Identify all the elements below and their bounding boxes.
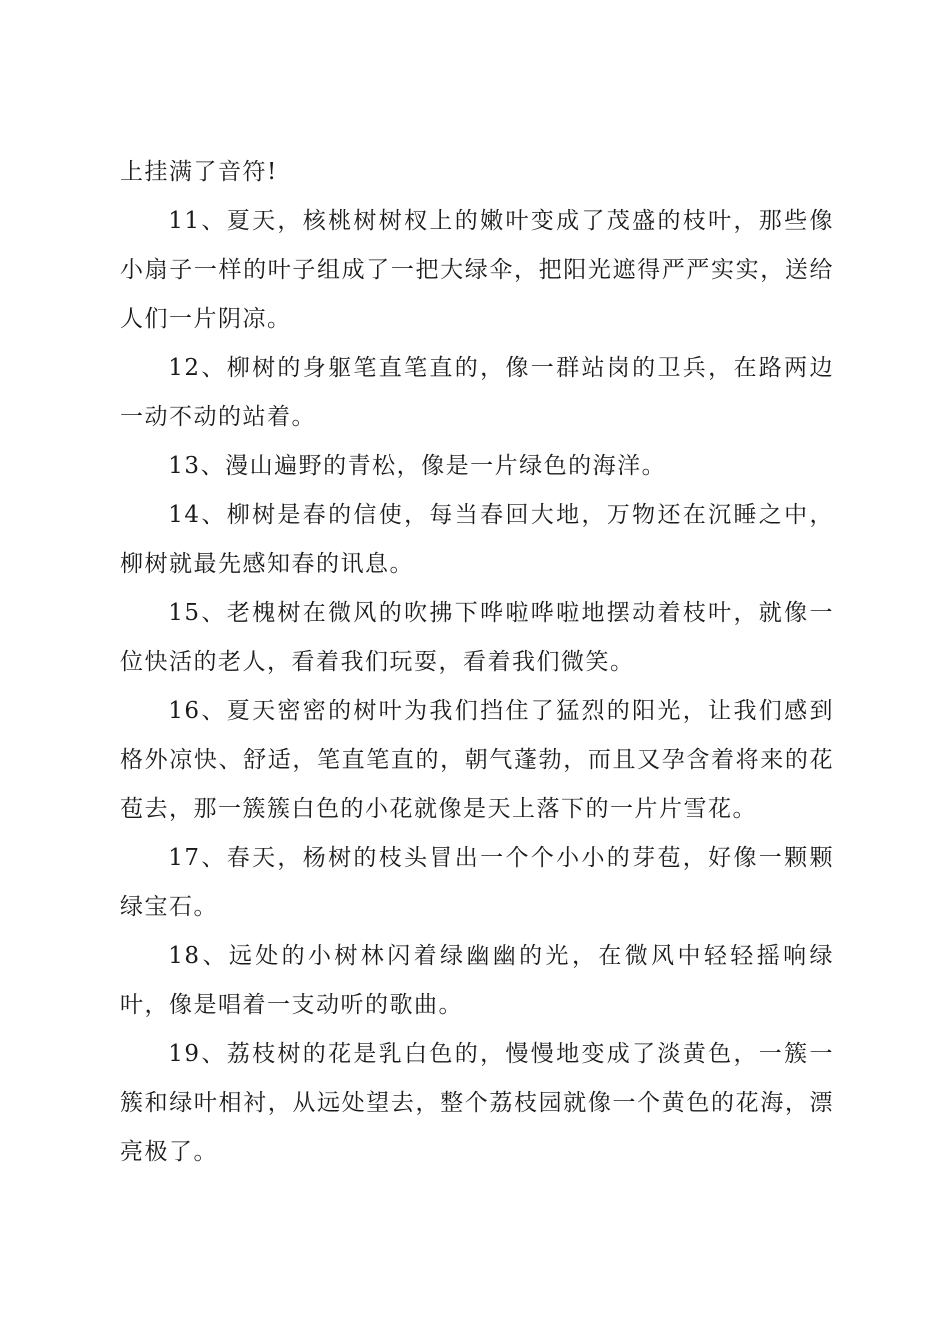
paragraph: 15、老槐树在微风的吹拂下哗啦哗啦地摆动着枝叶，就像一位快活的老人，看着我们玩耍，看着我们微笑。 (120, 600, 834, 675)
paragraph: 17、春天，杨树的枝头冒出一个个小小的芽苞，好像一颗颗绿宝石。 (120, 845, 834, 920)
document-body (120, 148, 834, 1177)
paragraph: 16、夏天密密的树叶为我们挡住了猛烈的阳光，让我们感到格外凉快、舒适，笔直笔直的，朝气蓬勃，而且又孕含着将来的花苞去，那一簇簇白色的小花就像是天上落下的一片片雪花。 (120, 698, 834, 822)
paragraph: 12、柳树的身躯笔直笔直的，像一群站岗的卫兵，在路两边一动不动的站着。 (120, 355, 834, 430)
paragraph: 13、漫山遍野的青松，像是一片绿色的海洋。 (168, 453, 667, 479)
paragraph: 18、远处的小树林闪着绿幽幽的光，在微风中轻轻摇响绿叶，像是唱着一支动听的歌曲。 (120, 943, 834, 1018)
paragraph: 11、夏天，核桃树树杈上的嫩叶变成了茂盛的枝叶，那些像小扇子一样的叶子组成了一把大绿伞，把阳光遮得严严实实，送给人们一片阴凉。 (120, 208, 834, 332)
paragraph: 14、柳树是春的信使，每当春回大地，万物还在沉睡之中，柳树就最先感知春的讯息。 (120, 502, 834, 577)
paragraph: 19、荔枝树的花是乳白色的，慢慢地变成了淡黄色，一簇一簇和绿叶相衬，从远处望去，整个荔枝园就像一个黄色的花海，漂亮极了。 (120, 1041, 834, 1165)
paragraph: 上挂满了音符! (120, 159, 278, 185)
